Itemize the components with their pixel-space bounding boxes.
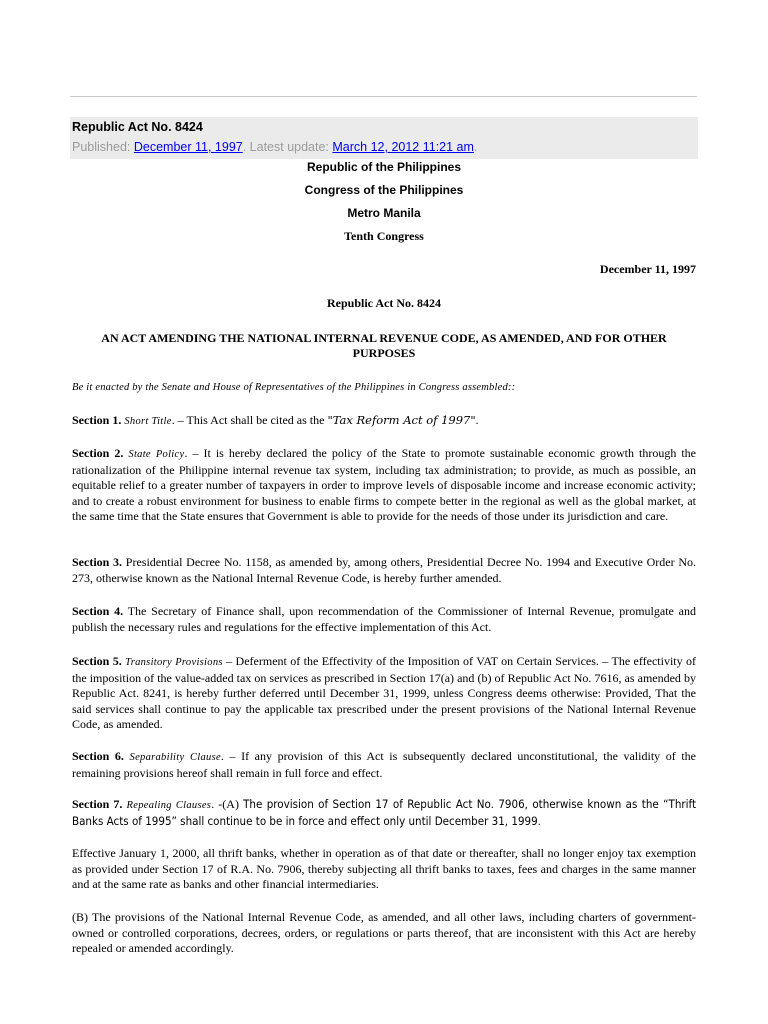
section-lead: . -(A) [211,797,244,811]
section-text: Presidential Decree No. 1158, as amended by, among others, Presidential Decree No. 1994 and Executive Order No. 273, otherwise known as the National Internal Revenue Code, is hereby further amended. [72,555,696,585]
section-text: . – If any provision of this Act is subsequently declared unconstitutional, the validity of the remaining provisions hereof shall remain in full force and effect. [72,749,696,780]
section-title: Short Title [124,416,172,427]
section-5 [72,654,696,733]
section-end: . [475,413,479,427]
masthead-city: Metro Manila [347,206,421,220]
section-label: Section 3. [72,555,123,569]
section-end: . [537,813,541,828]
section-text: . – This Act shall be cited as the [171,413,328,427]
short-title-quote: "Tax Reform Act of 1997" [327,413,476,427]
top-divider [70,96,697,97]
masthead-republic: Republic of the Philippines [306,160,461,174]
section-1 [72,413,696,430]
section-label: Section 5. [72,654,122,668]
published-label: Published: [72,140,134,154]
publication-info [72,140,477,154]
section-title: State Policy [128,449,185,460]
end-period: . [473,140,478,154]
section-7 [72,797,696,829]
masthead-session: Tenth Congress [344,229,424,243]
section-title: Separability Clause [129,752,221,763]
section-text: The Secretary of Finance shall, upon recommendation of the Commissioner of Internal Revenue, promulgate and publish the necessary rules and regulations for the effective implementation of this Act. [72,604,696,634]
paragraph-effective: Effective January 1, 2000, all thrift banks, whether in operation as of that date or thereafter, shall no longer enjoy tax exemption as provided under Section 17 of R.A. No. 7906, thereby subjecting all thrift banks to taxes, fees and charges in the same manner and at the same rate as banks and other financial intermediaries. [72,846,696,891]
section-2 [72,446,696,525]
section-text: . – It is hereby declared the policy of the State to promote sustainable economic growth through the rationalization of the Philippine internal revenue tax system, including tax administration; to provide, as much as possible, an equitable relief to a greater number of taxpayers in order to improve levels of disposable income and increase economic activity; and to create a robust environment for business to enable firms to compete better in the regional as well as the global market, at the same time that the State ensures that Government is able to provide for the needs of those under its jurisdiction and care. [72,446,696,523]
published-date-link[interactable]: December 11, 1997 [133,140,243,154]
act-number: Republic Act No. 8424 [327,296,441,310]
section-label: Section 1. [72,413,122,427]
section-title: Repealing Clauses [126,800,212,811]
act-date: December 11, 1997 [599,262,696,276]
section-label: Section 4. [72,604,124,618]
masthead-congress: Congress of the Philippines [304,183,464,197]
update-label: . Latest update: [242,140,333,154]
section-text: – Deferment of the Effectivity of the Imposition of VAT on Certain Services. – The effectivity of the imposition of the value-added tax on services as prescribed in Section 17(a) and (b) of Republic Act No. 7616, as amended by Republic Act. 8241, is hereby further deferred until December 31, 1999, unless Congress deems otherwise: Provided, That the said services shall continue to pay the applicable tax prescribed under the present provisions of the National Internal Revenue Code, as amended. [72,654,697,731]
enacting-clause: Be it enacted by the Senate and House of Representatives of the Philippines in Congress assembled:: [72,382,516,393]
section-label: Section 7. [72,797,123,811]
section-label: Section 6. [72,749,124,763]
section-6 [72,749,696,781]
section-4 [72,604,696,635]
section-3 [72,555,696,586]
paragraph-b: (B) The provisions of the National Internal Revenue Code, as amended, and all other laws, including charters of government-owned or controlled corporations, decrees, orders, or regulations or parts thereof, that are inconsistent with this Act are hereby repealed or amended accordingly. [72,910,696,955]
act-heading: AN ACT AMENDING THE NATIONAL INTERNAL REVENUE CODE, AS AMENDED, AND FOR OTHER PURPOSES [101,331,667,360]
section-text: The provision of Section 17 of Republic Act No. 7906, otherwise known as the “Thrift Banks Acts of 1995” shall continue to be in force and effect only until December 31, 1999 [72,797,696,828]
update-date-link[interactable]: March 12, 2012 11:21 am [332,140,474,154]
page-title: Republic Act No. 8424 [72,120,203,134]
section-title: Transitory Provisions [125,657,223,668]
section-label: Section 2. [72,446,124,460]
